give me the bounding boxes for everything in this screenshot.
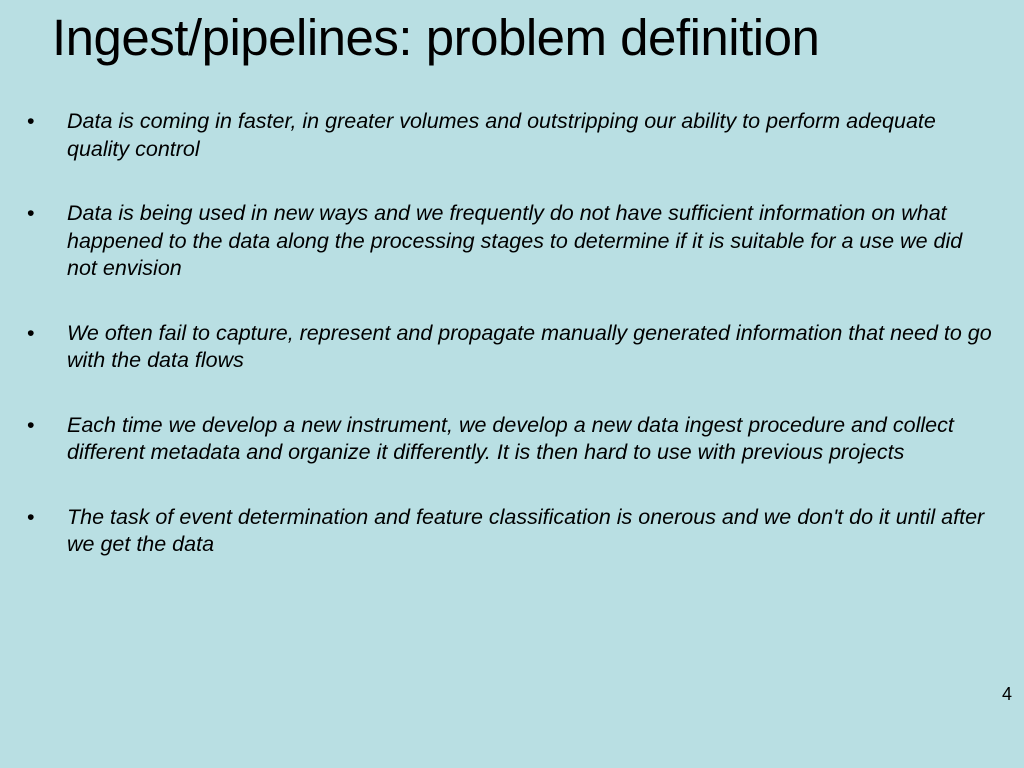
bullet-icon: • (27, 504, 35, 529)
bullet-icon: • (27, 412, 35, 437)
bullet-item (27, 200, 997, 283)
bullet-item (27, 412, 997, 467)
bullet-item (27, 320, 997, 375)
bullet-item (27, 504, 997, 559)
bullet-text: Each time we develop a new instrument, we develop a new data ingest procedure and collect different metadata and organize it differently. It is then hard to use with previous projects (67, 412, 954, 464)
bullet-icon: • (27, 201, 35, 225)
bullet-item (27, 108, 997, 163)
bullet-icon: • (27, 109, 35, 133)
page-number: 4 (1001, 684, 1012, 704)
bullet-text: Data is being used in new ways and we frequently do not have sufficient information on what happened to the data along the processing stages to determine if it is suitable for a use we did not envision (67, 201, 963, 280)
slide-title: Ingest/pipelines: problem definition (52, 9, 820, 66)
bullet-icon: • (27, 320, 35, 345)
bullet-text: The task of event determination and feature classification is onerous and we don't do it until after we get the data (67, 504, 985, 556)
bullet-list (27, 108, 997, 596)
bullet-text: Data is coming in faster, in greater volumes and outstripping our ability to perform adequate quality control (67, 109, 936, 161)
bullet-text: We often fail to capture, represent and propagate manually generated information that need to go with the data flows (67, 320, 992, 372)
